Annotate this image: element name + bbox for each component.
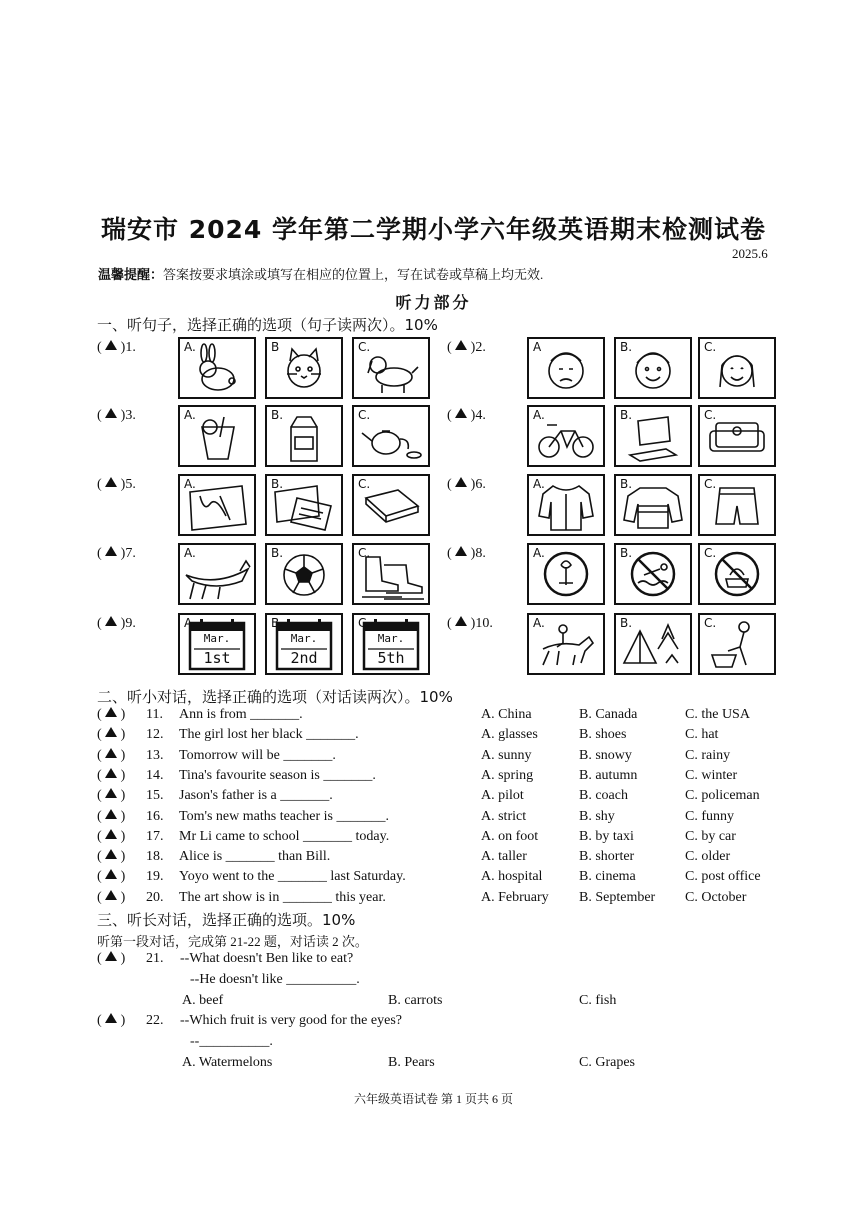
- option-picture-7-a: [178, 543, 256, 605]
- answer-triangle-icon: [455, 340, 467, 350]
- option-b: B. shoes: [579, 727, 627, 743]
- response-text: --He doesn't like __________.: [190, 972, 360, 987]
- option-picture-1-a: [178, 337, 256, 399]
- answer-blank: ( ): [97, 889, 126, 905]
- option-picture-6-a: [527, 474, 605, 536]
- question-number: 13.: [146, 747, 164, 763]
- answer-triangle-icon: [105, 748, 117, 758]
- answer-triangle-icon: [455, 477, 467, 487]
- option-label: B.: [271, 616, 284, 630]
- answer-blank: ( ): [97, 951, 126, 966]
- question-stem: Yoyo went to the _______ last Saturday.: [179, 869, 406, 885]
- option-a: A. beef: [182, 993, 224, 1008]
- option-picture-6-c: [698, 474, 776, 536]
- answer-triangle-icon: [105, 849, 117, 859]
- question-number: 20.: [146, 889, 164, 905]
- option-a: A. taller: [481, 849, 527, 865]
- option-picture-10-c: [698, 613, 776, 675]
- option-picture-4-c: [698, 405, 776, 467]
- option-label: A.: [184, 477, 196, 491]
- option-label: A.: [184, 616, 196, 630]
- answer-triangle-icon: [455, 408, 467, 418]
- answer-blank: ( ): [97, 767, 126, 783]
- answer-blank: ( ): [97, 1013, 126, 1028]
- section-2-heading: 二、听小对话，选择正确的选项（对话读两次）。10%: [97, 688, 453, 706]
- option-a: A. hospital: [481, 869, 543, 885]
- option-picture-7-b: [265, 543, 343, 605]
- option-a: A. sunny: [481, 747, 532, 763]
- answer-triangle-icon: [105, 788, 117, 798]
- option-label: A.: [533, 408, 545, 422]
- option-label: B.: [271, 408, 284, 422]
- option-picture-5-c: [352, 474, 430, 536]
- option-c: C. Grapes: [579, 1055, 635, 1070]
- answer-blank: ( ): [97, 808, 126, 824]
- answer-triangle-icon: [105, 768, 117, 778]
- answer-triangle-icon: [105, 829, 117, 839]
- option-b: B. snowy: [579, 747, 632, 763]
- question-number: 6.: [475, 477, 486, 492]
- option-c: C. rainy: [685, 747, 731, 763]
- answer-triangle-icon: [105, 727, 117, 737]
- answer-blank: ( ): [97, 727, 126, 743]
- option-picture-8-a: [527, 543, 605, 605]
- option-c: C. October: [685, 889, 747, 905]
- question-text: --What doesn't Ben like to eat?: [180, 951, 354, 966]
- option-c: C. policeman: [685, 788, 760, 804]
- option-c: C. older: [685, 849, 731, 865]
- option-label: B.: [620, 340, 633, 354]
- answer-blank: ( ): [97, 707, 126, 722]
- option-picture-9-b: [265, 613, 343, 675]
- picture-question-7: ( )7.: [97, 546, 136, 561]
- option-b: B. September: [579, 889, 656, 905]
- option-picture-4-b: [614, 405, 692, 467]
- page-footer: 六年级英语试卷 第 1 页共 6 页: [353, 1092, 513, 1106]
- picture-question-2: ( )2.: [447, 340, 486, 355]
- option-label: A.: [533, 616, 545, 630]
- option-picture-8-c: [698, 543, 776, 605]
- question-number: 7.: [125, 546, 136, 561]
- question-number: 11.: [146, 707, 163, 722]
- calendar-month: Mar.: [377, 632, 405, 645]
- section-3-subheading: 听第一段对话，完成第 21-22 题，对话读 2 次。: [97, 934, 368, 949]
- question-stem: Mr Li came to school _______ today.: [179, 828, 390, 844]
- option-c: C. fish: [579, 993, 617, 1008]
- option-picture-8-b: [614, 543, 692, 605]
- picture-question-1: ( )1.: [97, 340, 136, 355]
- answer-triangle-icon: [105, 951, 117, 961]
- question-number: 9.: [125, 616, 136, 631]
- response-text: --__________.: [190, 1034, 273, 1049]
- question-stem: The girl lost her black _______.: [179, 727, 359, 743]
- option-label: C.: [358, 616, 371, 630]
- option-label: B.: [271, 546, 284, 560]
- option-picture-9-a: [178, 613, 256, 675]
- option-picture-9-c: [352, 613, 430, 675]
- answer-triangle-icon: [105, 809, 117, 819]
- option-c: C. winter: [685, 767, 738, 783]
- tip-label: 温馨提醒：: [98, 267, 164, 282]
- option-picture-5-a: [178, 474, 256, 536]
- section-3-heading: 三、听长对话，选择正确的选项。10%: [97, 911, 356, 929]
- question-number: 5.: [125, 477, 136, 492]
- answer-blank: ( ): [97, 849, 126, 865]
- question-number: 10.: [475, 616, 493, 631]
- option-b: B. shy: [579, 808, 615, 824]
- question-stem: Alice is _______ than Bill.: [179, 849, 331, 865]
- option-label: B.: [271, 477, 284, 491]
- option-c: C. hat: [685, 727, 719, 743]
- answer-triangle-icon: [105, 1013, 117, 1023]
- question-number: 3.: [125, 408, 136, 423]
- question-number: 15.: [146, 788, 164, 804]
- option-label: A.: [184, 408, 196, 422]
- section-1-heading: 一、听句子，选择正确的选项（句子读两次）。10%: [97, 316, 438, 334]
- tip-text: 答案按要求填涂或填写在相应的位置上，写在试卷或草稿上均无效.: [163, 267, 544, 282]
- option-picture-3-b: [265, 405, 343, 467]
- option-c: C. post office: [685, 869, 761, 885]
- option-label: C.: [704, 477, 717, 491]
- option-picture-2-a: [527, 337, 605, 399]
- option-c: C. by car: [685, 828, 736, 844]
- option-picture-1-b: [265, 337, 343, 399]
- option-label: B.: [620, 408, 633, 422]
- option-b: B. shorter: [579, 849, 635, 865]
- answer-blank: ( ): [97, 747, 126, 763]
- question-number: 12.: [146, 727, 164, 743]
- option-label: B.: [620, 546, 633, 560]
- answer-triangle-icon: [105, 890, 117, 900]
- question-number: 4.: [475, 408, 486, 423]
- option-label: C.: [704, 408, 717, 422]
- calendar-day: 1st: [203, 649, 231, 667]
- question-stem: Tomorrow will be _______.: [179, 747, 336, 763]
- option-a: A. pilot: [481, 788, 524, 804]
- option-label: C.: [704, 340, 717, 354]
- question-text: --Which fruit is very good for the eyes?: [180, 1013, 402, 1028]
- option-b: B. carrots: [388, 993, 443, 1008]
- question-number: 22.: [146, 1013, 164, 1028]
- exam-tip: [98, 264, 543, 283]
- option-picture-6-b: [614, 474, 692, 536]
- exam-date: 2025.6: [732, 246, 768, 261]
- option-picture-2-b: [614, 337, 692, 399]
- question-stem: Ann is from _______.: [179, 707, 303, 722]
- picture-question-10: ( )10.: [447, 616, 493, 631]
- option-picture-3-a: [178, 405, 256, 467]
- question-number: 17.: [146, 828, 164, 844]
- option-label: A.: [533, 546, 545, 560]
- answer-blank: ( ): [97, 788, 126, 804]
- answer-blank: ( ): [97, 869, 126, 885]
- option-a: A. spring: [481, 767, 534, 783]
- option-label: B.: [620, 477, 633, 491]
- option-b: B. coach: [579, 788, 628, 804]
- option-c: C. funny: [685, 808, 734, 824]
- option-label: C.: [358, 340, 371, 354]
- question-number: 1.: [125, 340, 136, 355]
- answer-triangle-icon: [105, 340, 117, 350]
- option-b: B. Pears: [388, 1055, 435, 1070]
- answer-triangle-icon: [105, 546, 117, 556]
- answer-triangle-icon: [105, 408, 117, 418]
- question-number: 19.: [146, 869, 164, 885]
- calendar-day: 2nd: [290, 649, 318, 667]
- option-picture-4-a: [527, 405, 605, 467]
- option-label: C.: [358, 477, 371, 491]
- calendar-month: Mar.: [203, 632, 231, 645]
- option-b: B. cinema: [579, 869, 636, 885]
- question-stem: The art show is in _______ this year.: [179, 889, 386, 905]
- option-label: A.: [184, 546, 196, 560]
- option-a: A. China: [481, 707, 532, 722]
- question-number: 8.: [475, 546, 486, 561]
- option-a: A. on foot: [481, 828, 539, 844]
- option-label: A.: [533, 477, 545, 491]
- option-picture-5-b: [265, 474, 343, 536]
- option-a: A. glasses: [481, 727, 538, 743]
- calendar-month: Mar.: [290, 632, 318, 645]
- calendar-day: 5th: [377, 649, 405, 667]
- option-label: A.: [184, 340, 196, 354]
- option-b: B. by taxi: [579, 828, 634, 844]
- option-a: A. Watermelons: [182, 1055, 273, 1070]
- answer-triangle-icon: [105, 616, 117, 626]
- picture-question-8: ( )8.: [447, 546, 486, 561]
- answer-triangle-icon: [105, 869, 117, 879]
- picture-question-3: ( )3.: [97, 408, 136, 423]
- option-picture-10-a: [527, 613, 605, 675]
- option-c: C. the USA: [685, 707, 750, 722]
- option-label: B.: [620, 616, 633, 630]
- option-label: C.: [704, 616, 717, 630]
- option-label: C.: [358, 408, 371, 422]
- picture-question-5: ( )5.: [97, 477, 136, 492]
- option-picture-2-c: [698, 337, 776, 399]
- question-number: 21.: [146, 951, 164, 966]
- question-number: 18.: [146, 849, 164, 865]
- option-label: A: [533, 340, 542, 354]
- option-b: B. autumn: [579, 767, 638, 783]
- option-b: B. Canada: [579, 707, 638, 722]
- option-a: A. February: [481, 889, 549, 905]
- picture-question-9: ( )9.: [97, 616, 136, 631]
- question-number: 2.: [475, 340, 486, 355]
- answer-triangle-icon: [455, 546, 467, 556]
- answer-triangle-icon: [105, 477, 117, 487]
- option-picture-10-b: [614, 613, 692, 675]
- option-a: A. strict: [481, 808, 527, 824]
- option-label: C.: [358, 546, 371, 560]
- option-label: B: [271, 340, 280, 354]
- answer-triangle-icon: [105, 707, 117, 717]
- picture-question-4: ( )4.: [447, 408, 486, 423]
- question-stem: Jason's father is a _______.: [179, 788, 333, 804]
- part-title: 听力部分: [395, 293, 472, 312]
- option-picture-3-c: [352, 405, 430, 467]
- exam-title: 瑞安市 2024 学年第二学期小学六年级英语期末检测试卷: [101, 215, 766, 244]
- question-number: 14.: [146, 767, 164, 783]
- question-stem: Tom's new maths teacher is _______.: [179, 808, 389, 824]
- option-picture-7-c: [352, 543, 430, 605]
- question-stem: Tina's favourite season is _______.: [179, 767, 376, 783]
- question-number: 16.: [146, 808, 164, 824]
- answer-blank: ( ): [97, 828, 126, 844]
- picture-question-6: ( )6.: [447, 477, 486, 492]
- answer-triangle-icon: [455, 616, 467, 626]
- option-picture-1-c: [352, 337, 430, 399]
- option-label: C.: [704, 546, 717, 560]
